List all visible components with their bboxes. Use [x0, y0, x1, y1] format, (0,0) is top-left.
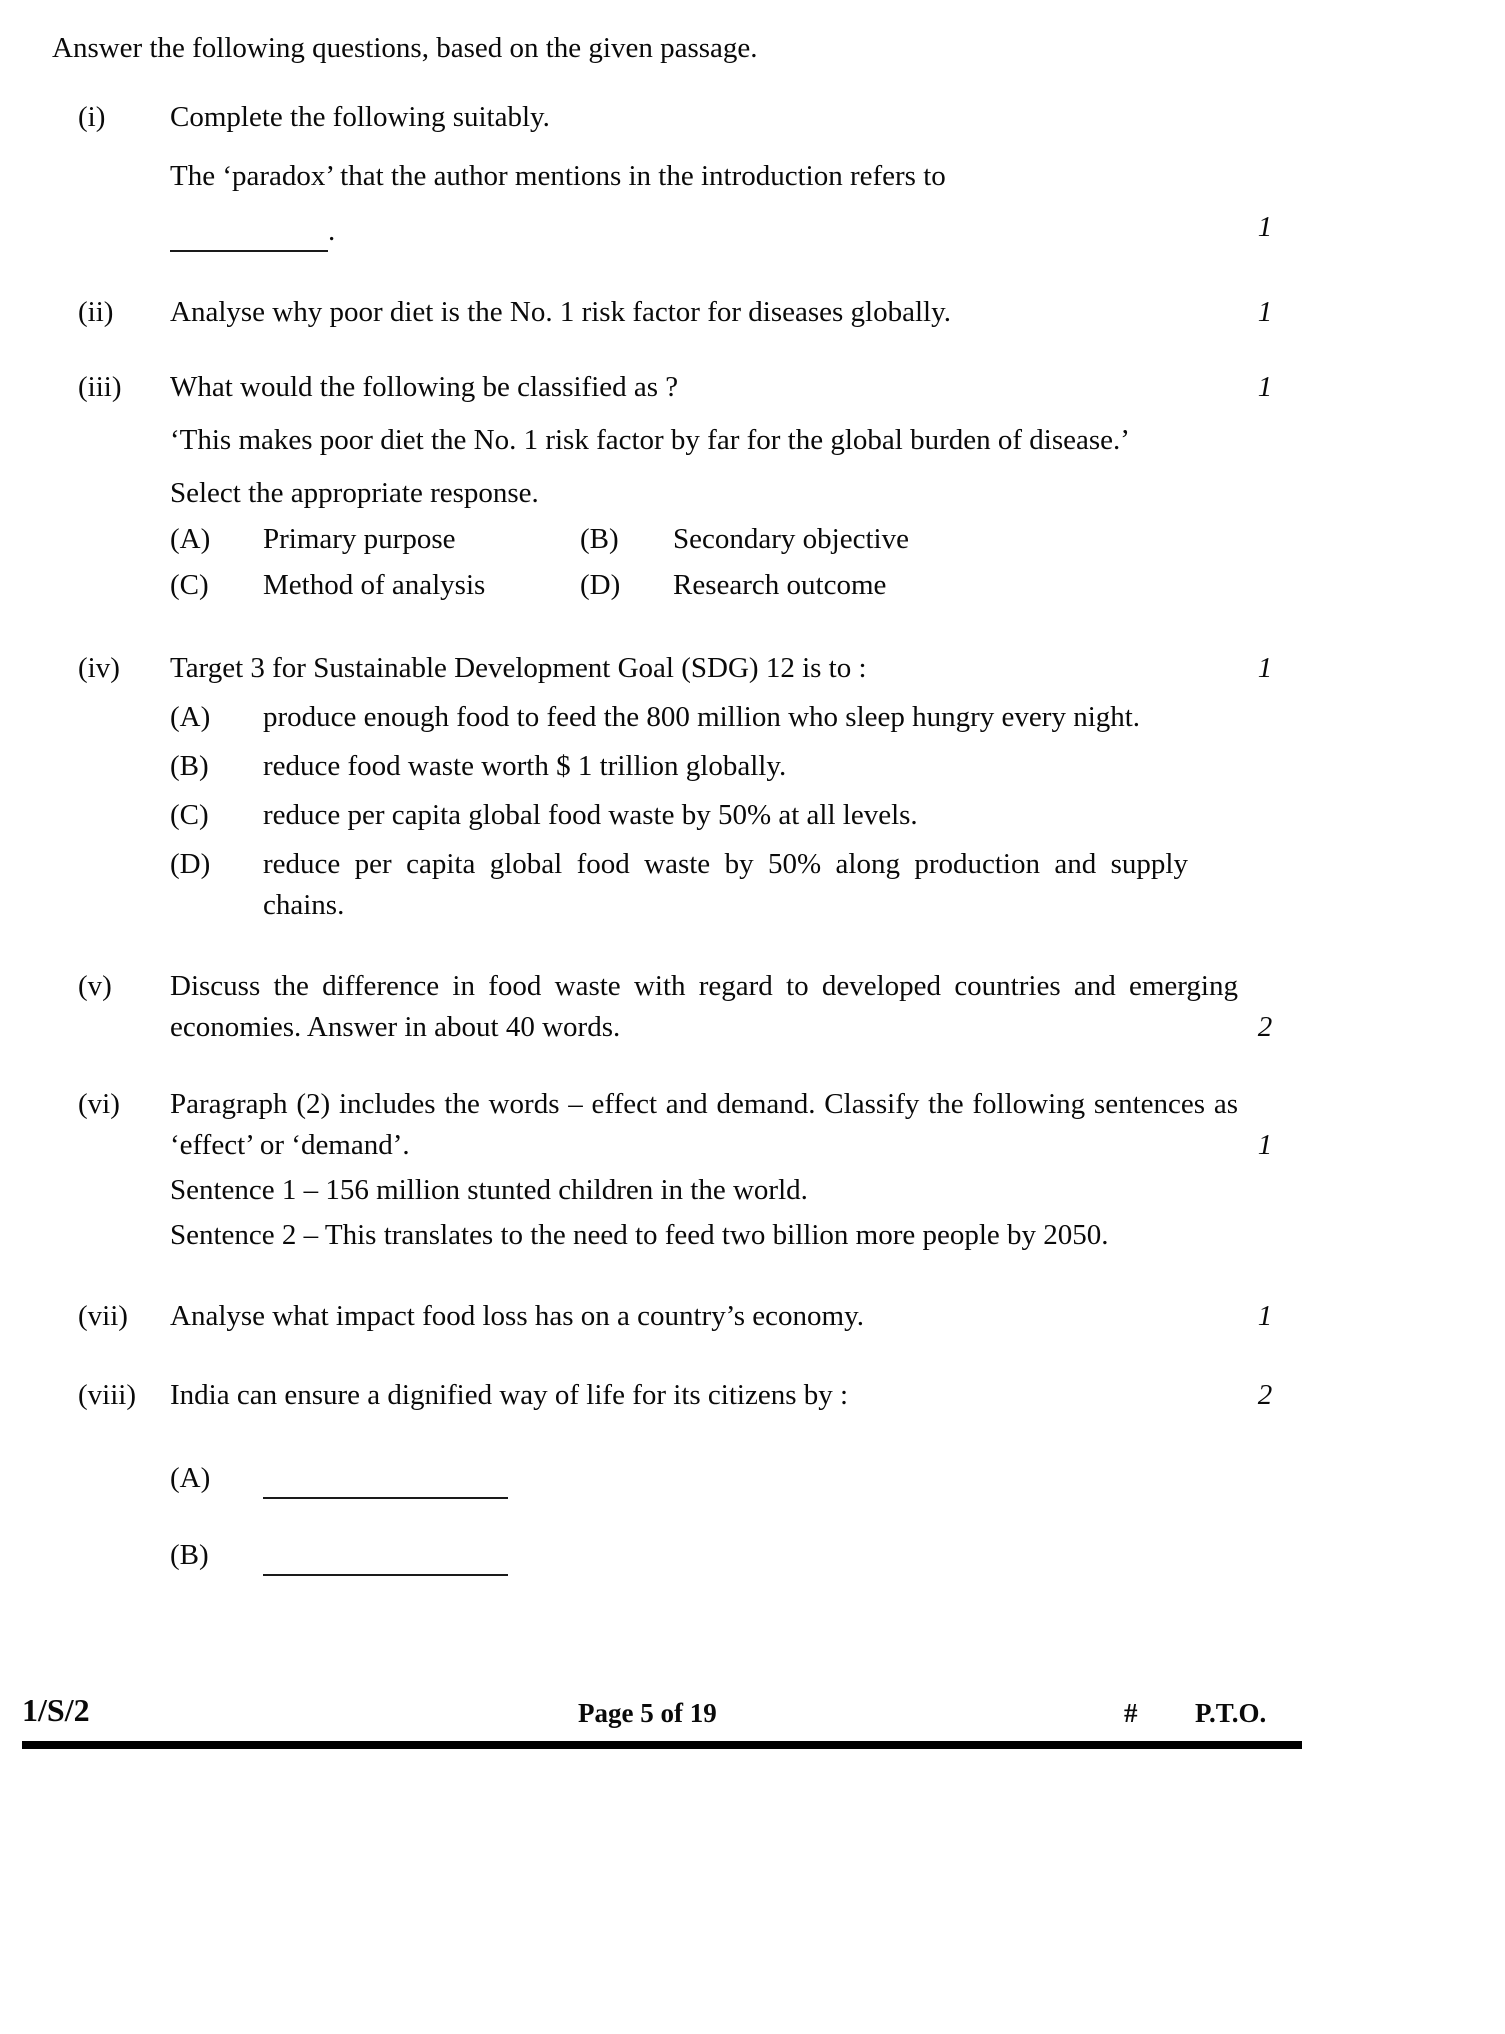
- instruction-line: Answer the following questions, based on the given passage.: [52, 32, 758, 64]
- question-body-i: [170, 97, 1238, 252]
- question-iii-options: [170, 516, 1238, 608]
- option-key-d-iii: (D): [580, 569, 621, 601]
- footer-inner: [0, 1689, 1505, 1735]
- footer-page-number: Page 5 of 19: [578, 1698, 717, 1728]
- question-iii-quote: ‘This makes poor diet the No. 1 risk factor by far for the global burden of disease.’: [170, 424, 1130, 456]
- question-vi-sentence-2: Sentence 2 – This translates to the need to feed two billion more people by 2050.: [170, 1219, 1109, 1251]
- question-numeral-ii: (ii): [78, 296, 114, 328]
- question-numeral-vii: (vii): [78, 1300, 128, 1332]
- option-a-iv[interactable]: [170, 697, 1238, 738]
- question-iv-options: [170, 697, 1238, 926]
- question-body-iii: [170, 367, 1238, 608]
- question-vi: [78, 1084, 1505, 1256]
- answer-slot-a-viii: [170, 1458, 1238, 1499]
- marks-iii: 1: [1257, 371, 1273, 403]
- question-body-vi: [170, 1084, 1238, 1256]
- marks-i: 1: [1257, 211, 1273, 243]
- question-i-line-1: Complete the following suitably.: [170, 101, 550, 133]
- option-d-iii[interactable]: [580, 562, 1238, 608]
- question-viii: [78, 1375, 1505, 1576]
- option-key-c-iv: (C): [170, 799, 209, 831]
- footer-rule: [22, 1741, 1302, 1749]
- hash-icon: #: [1124, 1698, 1138, 1728]
- question-viii-text: India can ensure a dignified way of life for its citizens by :: [170, 1379, 849, 1411]
- option-text-b-iv: reduce food waste worth $ 1 trillion globally.: [263, 750, 787, 782]
- option-c-iv[interactable]: [170, 795, 1238, 836]
- marks-v: 2: [1257, 1011, 1273, 1043]
- question-iv-stem: Target 3 for Sustainable Development Goal (SDG) 12 is to :: [170, 652, 867, 684]
- option-key-c-iii: (C): [170, 569, 209, 601]
- question-numeral-viii: (viii): [78, 1379, 136, 1411]
- marks-viii: 2: [1257, 1379, 1273, 1411]
- answer-slot-key-b: (B): [170, 1539, 209, 1571]
- question-vii-text: Analyse what impact food loss has on a country’s economy.: [170, 1300, 864, 1332]
- question-body-viii: [170, 1375, 1238, 1576]
- question-iv: [78, 648, 1505, 926]
- option-b-iii[interactable]: [580, 516, 1238, 562]
- question-i-blank-row: [170, 211, 1238, 252]
- question-numeral-iv: (iv): [78, 652, 120, 684]
- question-v-text: Discuss the difference in food waste with regard to developed countries and emerging economies. Answer in about 40 words.: [170, 970, 1238, 1043]
- question-ii: [78, 292, 1505, 333]
- question-i-line-2: The ‘paradox’ that the author mentions in the introduction refers to: [170, 160, 946, 192]
- option-d-iv[interactable]: [170, 844, 1238, 926]
- question-numeral-v: (v): [78, 970, 112, 1002]
- option-key-a-iii: (A): [170, 523, 211, 555]
- option-key-b-iii: (B): [580, 523, 619, 555]
- page-footer: [0, 1689, 1505, 1749]
- option-key-d-iv: (D): [170, 848, 211, 880]
- answer-blank-b-viii[interactable]: [263, 1552, 508, 1576]
- question-iii-select-prompt: Select the appropriate response.: [170, 477, 539, 509]
- option-text-a-iv: produce enough food to feed the 800 million who sleep hungry every night.: [263, 701, 1141, 733]
- option-key-a-iv: (A): [170, 701, 211, 733]
- question-numeral-iii: (iii): [78, 371, 122, 403]
- answer-blank-a-viii[interactable]: [263, 1475, 508, 1499]
- marks-vi: 1: [1257, 1129, 1273, 1161]
- option-b-iv[interactable]: [170, 746, 1238, 787]
- answer-slot-b-viii: [170, 1535, 1238, 1576]
- question-iii-stem: What would the following be classified as ?: [170, 371, 679, 403]
- option-text-d-iii: Research outcome: [673, 569, 887, 601]
- question-vi-sentence-1: Sentence 1 – 156 million stunted children in the world.: [170, 1174, 808, 1206]
- option-text-c-iv: reduce per capita global food waste by 50% at all levels.: [263, 799, 918, 831]
- option-text-a-iii: Primary purpose: [263, 523, 456, 555]
- question-body-iv: [170, 648, 1238, 926]
- option-c-iii[interactable]: [170, 562, 580, 608]
- question-vi-stem: Paragraph (2) includes the words – effect and demand. Classify the following sentences as ‘effect’ or ‘demand’.: [170, 1088, 1238, 1161]
- footer-paper-code: 1/S/2: [22, 1692, 90, 1728]
- option-text-c-iii: Method of analysis: [263, 569, 486, 601]
- question-body-ii: [170, 292, 1238, 333]
- question-vii: [78, 1296, 1505, 1337]
- question-v: [78, 966, 1505, 1048]
- question-i-blank-suffix: .: [328, 215, 336, 247]
- option-key-b-iv: (B): [170, 750, 209, 782]
- option-text-d-iv: reduce per capita global food waste by 50% along production and supply chains.: [263, 848, 1188, 921]
- footer-pto: P.T.O.: [1195, 1698, 1267, 1728]
- question-numeral-vi: (vi): [78, 1088, 120, 1120]
- option-a-iii[interactable]: [170, 516, 580, 562]
- answer-blank-i[interactable]: [170, 225, 328, 252]
- question-i: [78, 97, 1505, 252]
- option-text-b-iii: Secondary objective: [673, 523, 909, 555]
- marks-ii: 1: [1257, 296, 1273, 328]
- question-iii: [78, 367, 1505, 608]
- question-body-vii: [170, 1296, 1238, 1337]
- question-ii-text: Analyse why poor diet is the No. 1 risk factor for diseases globally.: [170, 296, 951, 328]
- answer-slot-key-a: (A): [170, 1462, 211, 1494]
- question-body-v: [170, 966, 1238, 1048]
- marks-iv: 1: [1257, 652, 1273, 684]
- question-numeral-i: (i): [78, 101, 106, 133]
- marks-vii: 1: [1257, 1300, 1273, 1332]
